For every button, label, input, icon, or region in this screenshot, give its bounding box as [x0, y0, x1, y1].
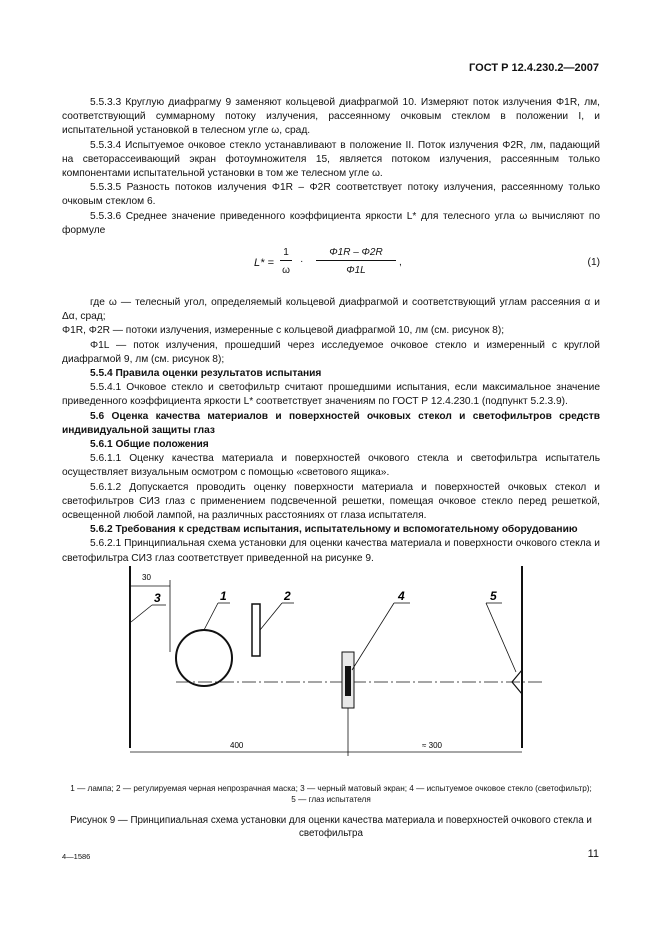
- formula-dot: ·: [300, 256, 304, 268]
- paragraph-5-5-3-3: 5.5.3.3 Круглую диафрагму 9 заменяют кольцевой диафрагмой 10. Измеряют поток излучения Φ1R, лм, соответствующий суммарному потоку излучения, рассеянному очковым стеклом в положении I, и испытательной установкой в телесном угле ω, срад.: [62, 97, 600, 137]
- formula-1: [62, 242, 600, 288]
- label-4-leader: [352, 603, 394, 670]
- paragraph-5-6-2-1: 5.6.2.1 Принципиальная схема установки для оценки качества материала и поверхности очкового стекла и светофильтра СИЗ глаз соответствует приведенной на рисунке 9.: [62, 538, 600, 564]
- figure-legend: 1 — лампа; 2 — регулируемая черная непрозрачная маска; 3 — черный матовый экран; 4 — испытуемое очковое стекло (светофильтр); 5 — глаз испытателя: [70, 784, 592, 804]
- where-phi-l: Φ1L — поток излучения, прошедший через исследуемое очковое стекло и измеренный с круглой диафрагмой 9, лм (см. рисунок 8);: [62, 339, 600, 365]
- paragraph-5-5-3-4: 5.5.3.4 Испытуемое очковое стекло устанавливают в положение II. Поток излучения Φ2R, лм, падающий на светорассеивающий экран фотоумножителя 15, является потоком излучения, рассеянным только компонентами испытательной установки в том же телесном угле ω.: [62, 139, 600, 180]
- label-1: 1: [220, 589, 227, 603]
- paragraph-5-5-3-5: 5.5.3.5 Разность потоков излучения Φ1R – Φ2R соответствует потоку излучения, рассеянному только очковым стеклом 6.: [62, 182, 600, 208]
- paragraph-5-5-3-6: 5.5.3.6 Среднее значение приведенного коэффициента яркости L* для телесного угла ω вычисляют по формуле: [62, 210, 600, 236]
- test-glass: [345, 666, 351, 696]
- formula-comma: ,: [399, 257, 402, 269]
- label-2: 2: [284, 589, 291, 603]
- body-text: [62, 96, 600, 566]
- paragraph-5-6-1-1: 5.6.1.1 Оценку качества материала и поверхностей очкового стекла и светофильтра испытатель осуществляет визуальным осмотром с помощью «светового ящика».: [62, 453, 600, 479]
- heading-5-6-1: 5.6.1 Общие положения: [90, 439, 209, 451]
- formula-number: (1): [587, 257, 600, 269]
- mask-rect: [252, 604, 260, 656]
- formula-fraction-bar: [316, 260, 396, 261]
- label-3: 3: [154, 591, 161, 605]
- page-number: 11: [587, 848, 599, 860]
- label-2-leader: [260, 603, 282, 630]
- dim-300-label: ≈ 300: [422, 741, 442, 750]
- label-1-leader: [204, 603, 218, 630]
- formula-denominator: Φ1L: [346, 265, 366, 277]
- formula-omega: ω: [282, 265, 290, 277]
- formula-one: 1: [283, 247, 289, 259]
- heading-5-6: 5.6 Оценка качества материалов и поверхностей очковых стекол и светофильтров средств индивидуальной защиты глаз: [62, 410, 600, 436]
- where-phi-r: Φ1R, Φ2R — потоки излучения, измеренные с кольцевой диафрагмой 10, лм (см. рисунок 8);: [62, 325, 505, 337]
- formula-lhs: L* =: [254, 257, 274, 270]
- heading-5-6-2: 5.6.2 Требования к средствам испытания, испытательному и вспомогательному оборудованию: [90, 524, 578, 536]
- where-omega: где ω — телесный угол, определяемый кольцевой диафрагмой и соответствующий углам рассеяния α и Δα, срад;: [62, 297, 600, 323]
- dim-30-label: 30: [142, 573, 151, 582]
- lamp-circle: [176, 630, 232, 686]
- paragraph-5-5-4-1: 5.5.4.1 Очковое стекло и светофильтр считают прошедшими испытания, если максимальное значение приведенного коэффициента яркости L* соответствует значениям по ГОСТ Р 12.4.230.1 (подпункт 5.2.3.9).: [62, 382, 600, 408]
- formula-fraction-bar-small: [280, 260, 292, 261]
- figure-caption: Рисунок 9 — Принципиальная схема установки для оценки качества материала и поверхностей очкового стекла и светофильтра: [70, 815, 592, 839]
- heading-5-5-4: 5.5.4 Правила оценки результатов испытания: [90, 368, 322, 380]
- formula-numerator: Φ1R – Φ2R: [329, 247, 383, 259]
- dim-400-label: 400: [230, 741, 244, 750]
- footer-code: 4—1586: [62, 852, 91, 861]
- paragraph-5-6-1-2: 5.6.1.2 Допускается проводить оценку поверхности материала и поверхностей очковых стекол и светофильтров СИЗ глаз с применением подсвеченной решетки, помещая очковое стекло перед решеткой, освещенной любой лампой, на различных расстояниях от глаза испытателя.: [62, 481, 600, 522]
- figure-9-diagram: [118, 562, 548, 762]
- label-5-leader: [486, 603, 516, 672]
- document-header: ГОСТ Р 12.4.230.2—2007: [469, 62, 599, 74]
- label-5: 5: [490, 589, 497, 603]
- label-3-leader: [131, 605, 152, 622]
- label-4: 4: [398, 589, 405, 603]
